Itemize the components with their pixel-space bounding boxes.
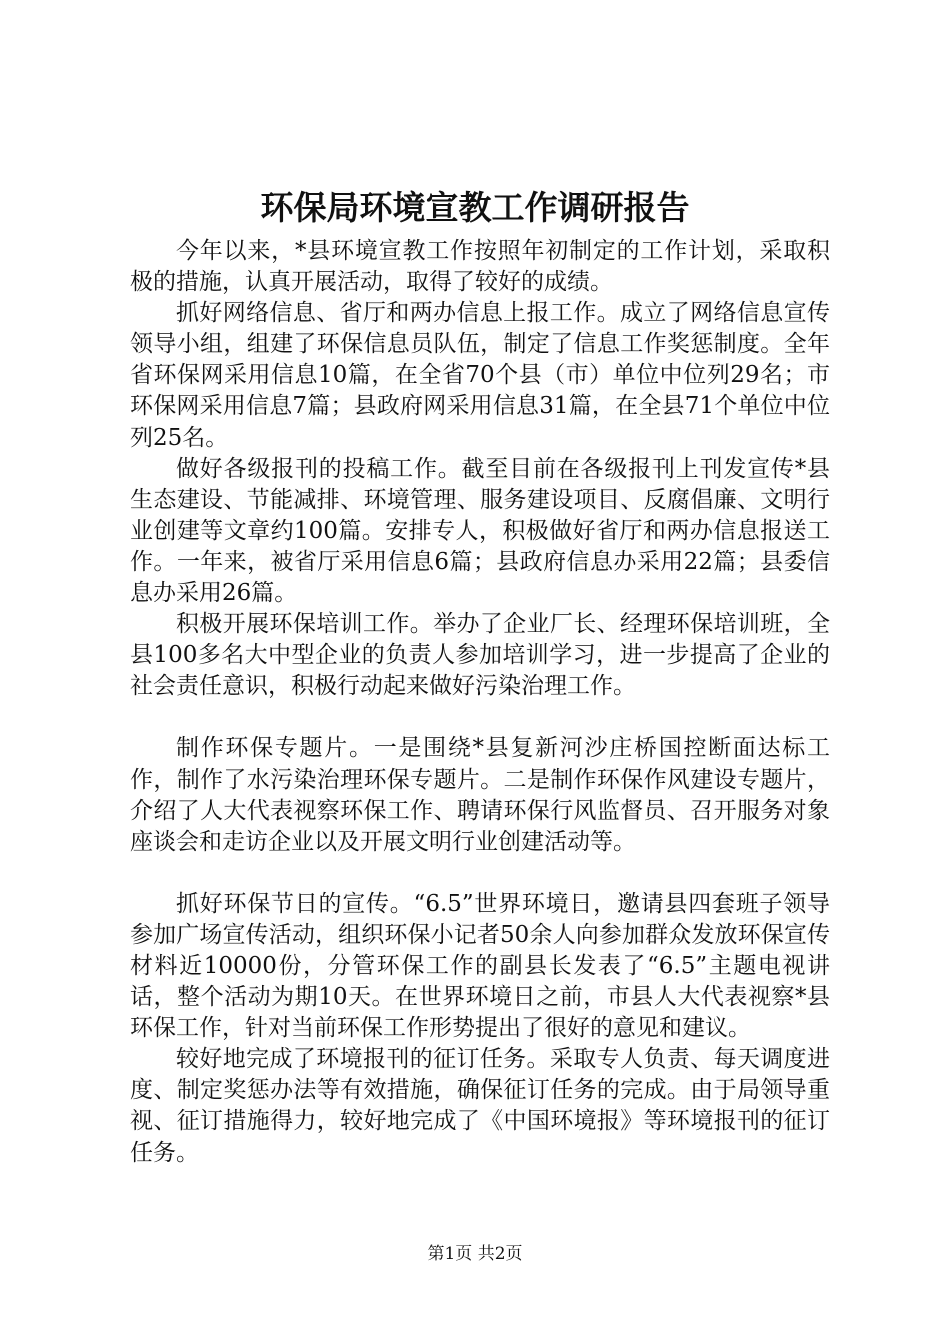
paragraph-network-info: 抓好网络信息、省厅和两办信息上报工作。成立了网络信息宣传领导小组，组建了环保信息员队伍，制定了信息工作奖惩制度。全年省环保网采用信息10篇，在全省70个县（市）单位中位列29名；市环保网采用信息7篇；县政府网采用信息31篇，在全县71个单位中位列25名。 xyxy=(130,300,830,451)
paragraph-subscriptions: 较好地完成了环境报刊的征订任务。采取专人负责、每天调度进度、制定奖惩办法等有效措施，确保征订任务的完成。由于局领导重视、征订措施得力，较好地完成了《中国环境报》等环境报刊的征订任务。 xyxy=(130,1046,830,1166)
page-number-footer: 第1页 共2页 xyxy=(427,1244,523,1264)
document-body xyxy=(130,236,830,1169)
paragraph-press-submissions: 做好各级报刊的投稿工作。截至目前在各级报刊上刊发宣传*县生态建设、节能减排、环境管理、服务建设项目、反腐倡廉、文明行业创建等文章约100篇。安排专人，积极做好省厅和两办信息报送工作。一年来，被省厅采用信息6篇；县政府信息办采用22篇；县委信息办采用26篇。 xyxy=(130,455,830,607)
document-title: 环保局环境宣教工作调研报告 xyxy=(260,188,690,227)
paragraph-intro: 今年以来，*县环境宣教工作按照年初制定的工作计划，采取积极的措施，认真开展活动，取得了较好的成绩。 xyxy=(130,238,830,296)
paragraph-training: 积极开展环保培训工作。举办了企业厂长、经理环保培训班，全县100多名大中型企业的负责人参加培训学习，进一步提高了企业的社会责任意识，积极行动起来做好污染治理工作。 xyxy=(130,611,830,700)
paragraph-documentary: 制作环保专题片。一是围绕*县复新河沙庄桥国控断面达标工作，制作了水污染治理环保专题片。二是制作环保作风建设专题片，介绍了人大代表视察环保工作、聘请环保行风监督员、召开服务对象座谈会和走访企业以及开展文明行业创建活动等。 xyxy=(130,735,830,855)
paragraph-environment-day: 抓好环保节日的宣传。“6.5”世界环境日，邀请县四套班子领导参加广场宣传活动，组织环保小记者50余人向参加群众发放环保宣传材料近10000份，分管环保工作的副县长发表了“6.5”主题电视讲话，整个活动为期10天。在世界环境日之前，市县人大代表视察*县环保工作，针对当前环保工作形势提出了很好的意见和建议。 xyxy=(130,890,830,1042)
